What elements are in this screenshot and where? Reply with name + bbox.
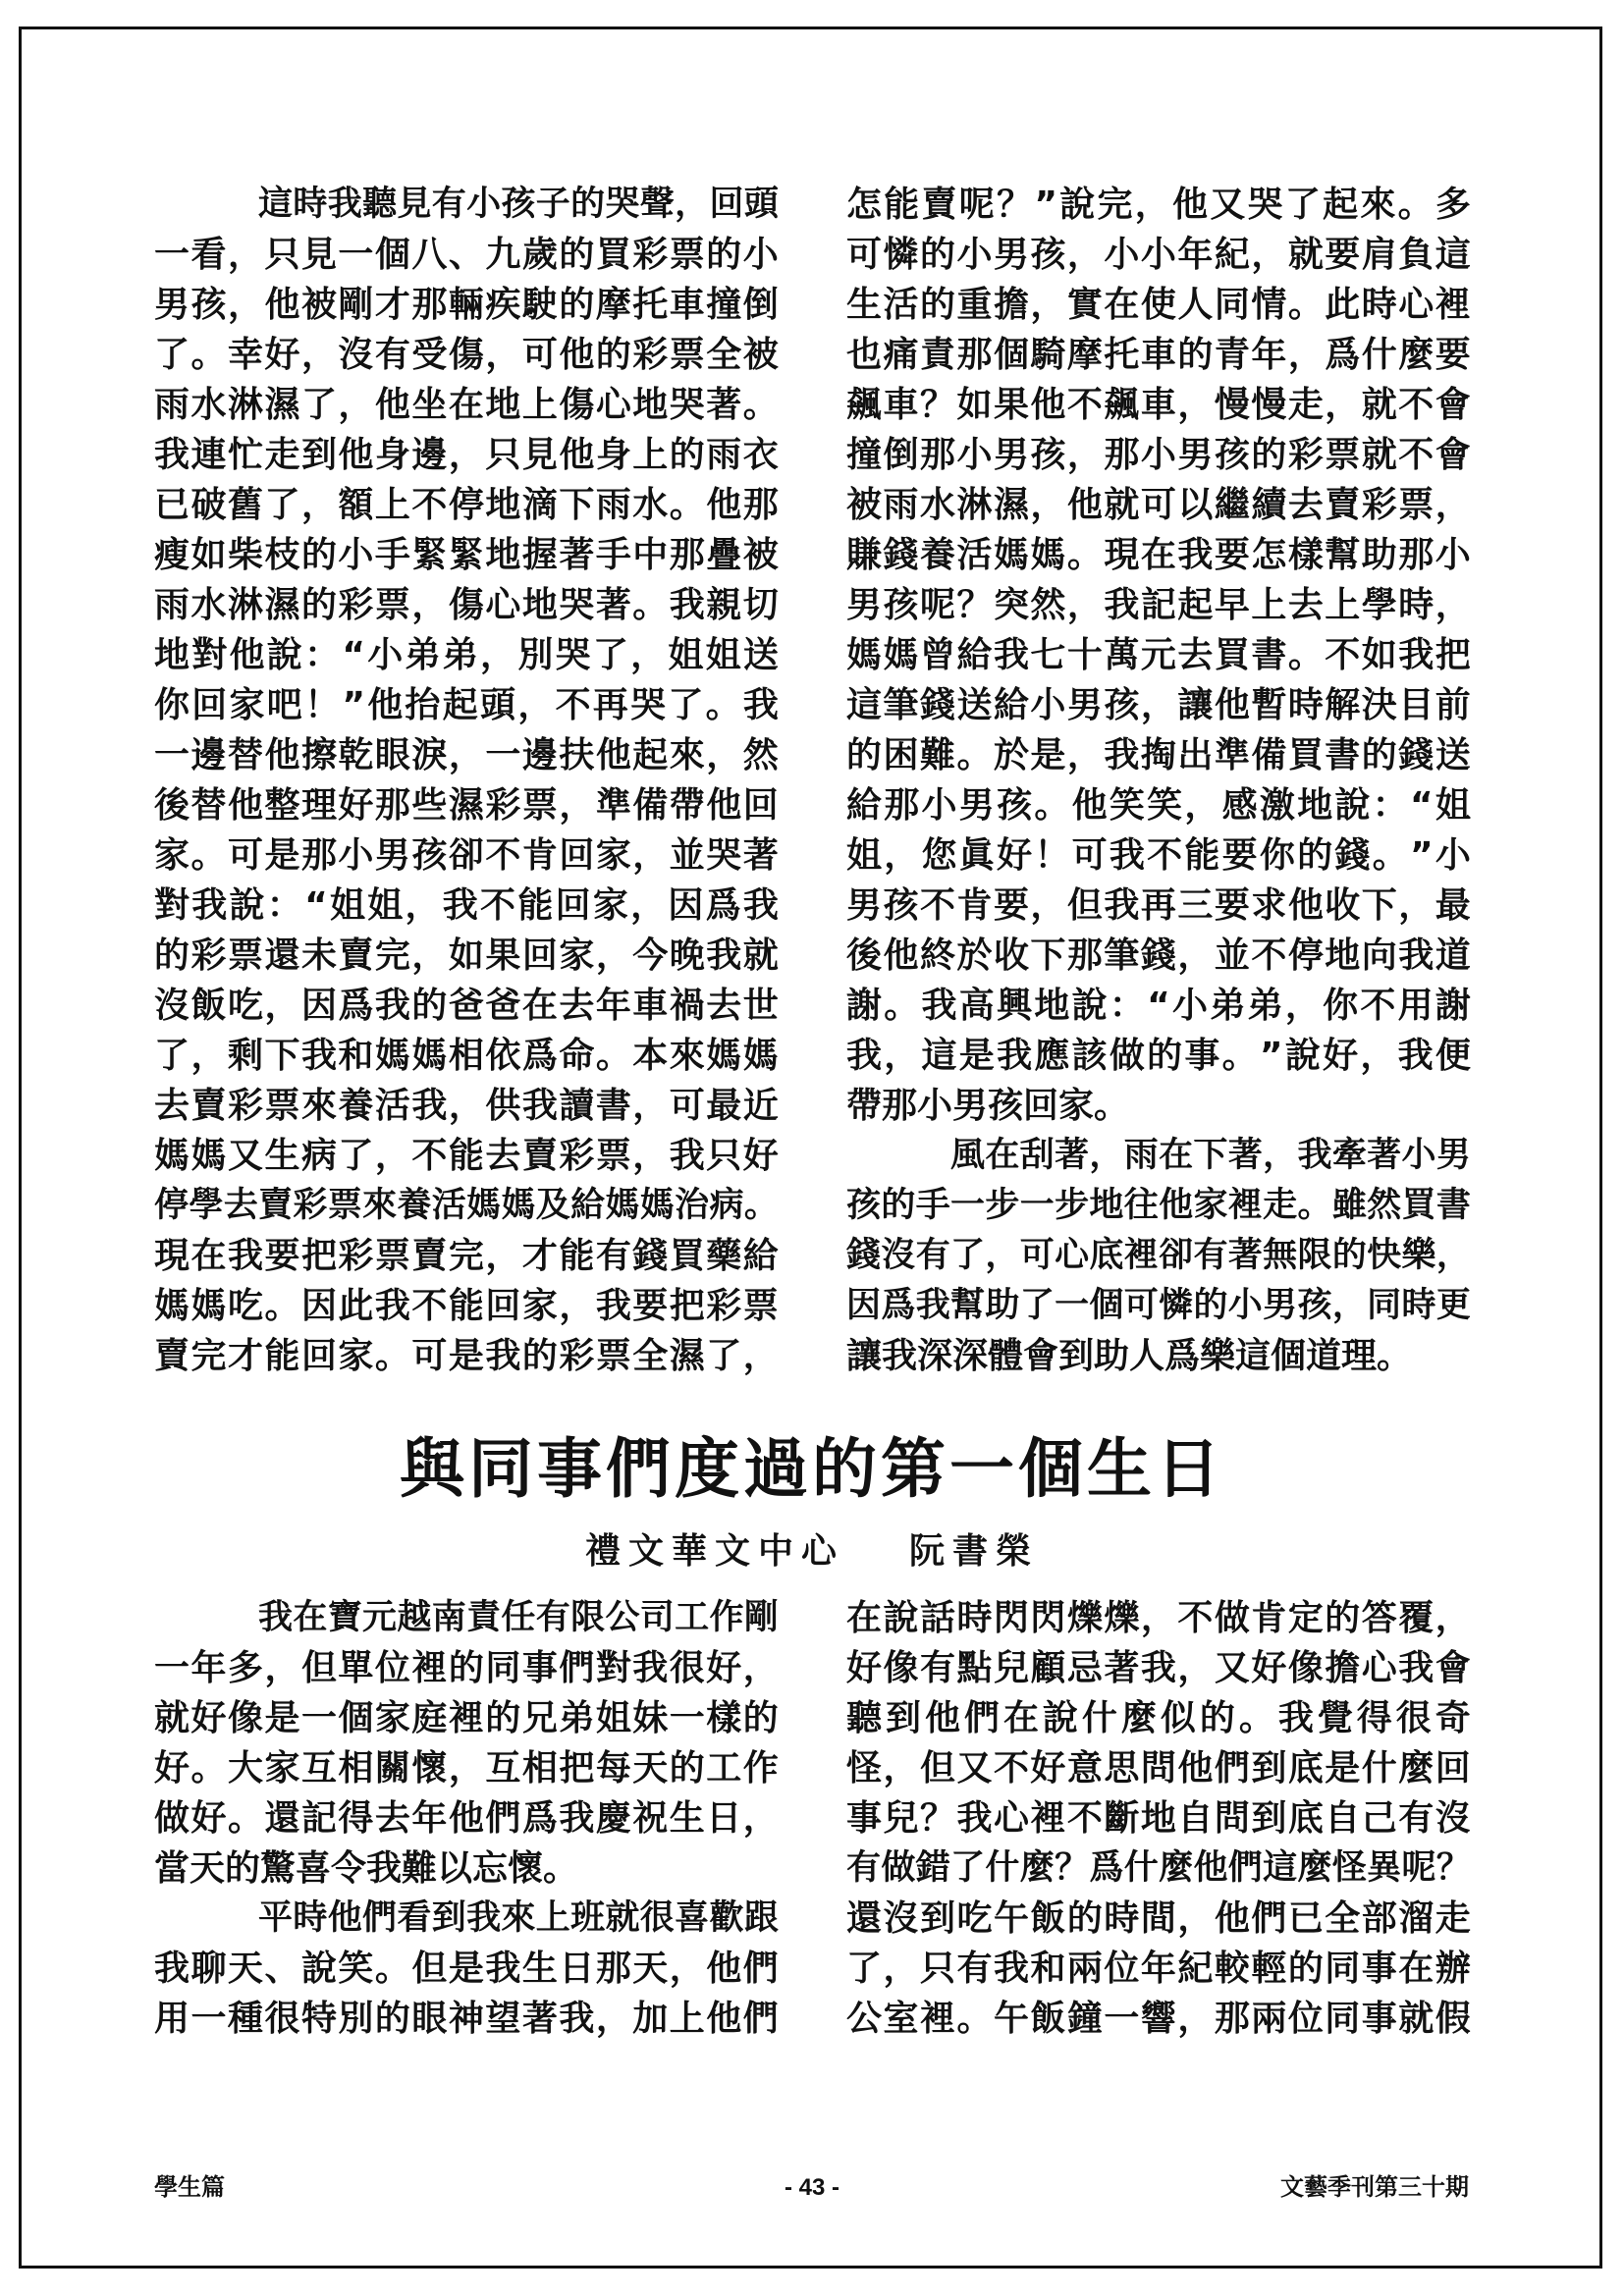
text-line: 怎 能 賣 呢 ？ ” 說 完 ， 他 又 哭 了 起 來 。 多 [846,185,1471,225]
text-line: 家 。 可 是 那 小 男 孩 卻 不 肯 回 家 ， 並 哭 著 [154,835,779,876]
text-line: 停 學 去 賣 彩 票 來 養 活 媽 媽 及 給 媽 媽 治 病 。 [154,1186,779,1225]
text-line: 好 像 有 點 兒 顧 忌 著 我 ， 又 好 像 擔 心 我 會 [846,1648,1471,1688]
text-line: 我 ， 這 是 我 應 該 做 的 事 。 ” 說 好 ， 我 便 [846,1036,1471,1076]
text-line: 媽 媽 吃 。 因 此 我 不 能 回 家 ， 我 要 把 彩 票 [154,1286,779,1326]
text-line: 有 做 錯 了 什 麼 ？ 爲 什 麼 他 們 這 麼 怪 異 呢 ？ [846,1848,1471,1888]
text-line: 男 孩 ， 他 被 剛 才 那 輛 疾 駛 的 摩 托 車 撞 倒 [154,285,779,325]
text-line: 孩 的 手 一 步 一 步 地 往 他 家 裡 走 。 雖 然 買 書 [846,1186,1471,1225]
text-line: 姐 ， 您 眞 好 ！ 可 我 不 能 要 你 的 錢 。 ” 小 [846,835,1471,876]
text-line: 就 好 像 是 一 個 家 庭 裡 的 兄 弟 姐 妹 一 樣 的 [154,1698,779,1738]
text-line: 這 時 我 聽 見 有 小 孩 子 的 哭 聲 ， 回 頭 [258,185,779,224]
text-line: 事 兒 ？ 我 心 裡 不 斷 地 自 問 到 底 自 己 有 沒 [846,1798,1471,1839]
text-line: 已 破 舊 了 ， 額 上 不 停 地 滴 下 雨 水 。 他 那 [154,485,779,525]
text-line: 平 時 他 們 看 到 我 來 上 班 就 很 喜 歡 跟 [258,1898,779,1938]
text-line: 後 替 他 整 理 好 那 些 濕 彩 票 ， 準 備 帶 他 回 [154,785,779,826]
text-line: 媽 媽 又 生 病 了 ， 不 能 去 賣 彩 票 ， 我 只 好 [154,1136,779,1176]
text-line: 雨 水 淋 濕 了 ， 他 坐 在 地 上 傷 心 地 哭 著 。 [154,385,779,425]
text-line: 被 雨 水 淋 濕 ， 他 就 可 以 繼 續 去 賣 彩 票 ， [846,485,1471,525]
text-line: 給 那 小 男 孩 。 他 笑 笑 ， 感 激 地 說 ： “ 姐 [846,785,1471,826]
text-line: 了 。 幸 好 ， 沒 有 受 傷 ， 可 他 的 彩 票 全 被 [154,335,779,375]
text-line: 的 彩 票 還 未 賣 完 ， 如 果 回 家 ， 今 晚 我 就 [154,935,779,976]
text-line: 好 。 大 家 互 相 關 懷 ， 互 相 把 每 天 的 工 作 [154,1748,779,1789]
text-line: 賺 錢 養 活 媽 媽 。 現 在 我 要 怎 樣 幫 助 那 小 [846,535,1471,575]
text-line: 謝 。 我 高 興 地 說 ： “ 小 弟 弟 ， 你 不 用 謝 [846,986,1471,1026]
text-line: 生 活 的 重 擔 ， 實 在 使 人 同 情 。 此 時 心 裡 [846,285,1471,325]
story2-left-column [154,1593,779,2044]
article-title: 與同事們度過的第一個生日 [400,1430,1224,1507]
text-line: 用 一 種 很 特 別 的 眼 神 望 著 我 ， 加 上 他 們 [154,1999,779,2039]
story2-right-column [846,1593,1471,2044]
text-line: 撞 倒 那 小 男 孩 ， 那 小 男 孩 的 彩 票 就 不 會 [846,435,1471,475]
text-line: 因 爲 我 幫 助 了 一 個 可 憐 的 小 男 孩 ， 同 時 更 [846,1286,1471,1325]
byline [0,1522,1624,1580]
text-line: 地 對 他 說 ： “ 小 弟 弟 ， 別 哭 了 ， 姐 姐 送 [154,635,779,675]
page-number: - 43 - [784,2174,839,2201]
text-line: 怪 ， 但 又 不 好 意 思 問 他 們 到 底 是 什 麼 回 [846,1748,1471,1789]
text-line: 男 孩 呢 ？ 突 然 ， 我 記 起 早 上 去 上 學 時 ， [846,585,1471,625]
text-line: 媽 媽 曾 給 我 七 十 萬 元 去 買 書 。 不 如 我 把 [846,635,1471,675]
text-line: 帶那小男孩回家。 [846,1086,1130,1126]
byline-author: 阮書榮 [909,1530,1040,1572]
text-line: 一 看 ， 只 見 一 個 八 、 九 歲 的 買 彩 票 的 小 [154,235,779,275]
text-line: 沒 飯 吃 ， 因 爲 我 的 爸 爸 在 去 年 車 禍 去 世 [154,986,779,1026]
text-line: 去 賣 彩 票 來 養 活 我 ， 供 我 讀 書 ， 可 最 近 [154,1086,779,1126]
text-line: 一 邊 替 他 擦 乾 眼 淚 ， 一 邊 扶 他 起 來 ， 然 [154,735,779,775]
footer-section: 學生篇 [154,2174,225,2201]
text-line: 做 好 。 還 記 得 去 年 他 們 爲 我 慶 祝 生 日 ， [154,1798,779,1839]
text-line: 了 ， 只 有 我 和 兩 位 年 紀 較 輕 的 同 事 在 辦 [846,1949,1471,1989]
text-line: 對 我 說 ： “ 姐 姐 ， 我 不 能 回 家 ， 因 爲 我 [154,885,779,926]
text-line: 錢 沒 有 了 ， 可 心 底 裡 卻 有 著 無 限 的 快 樂 ， [846,1236,1471,1275]
byline-organization: 禮文華文中心 [584,1530,844,1572]
text-line: 讓我深深體會到助人爲樂這個道理。 [846,1336,1413,1376]
text-line: 了 ， 剩 下 我 和 媽 媽 相 依 爲 命 。 本 來 媽 媽 [154,1036,779,1076]
text-line: 風 在 刮 著 ， 雨 在 下 著 ， 我 牽 著 小 男 [950,1136,1471,1175]
text-line: 可 憐 的 小 男 孩 ， 小 小 年 紀 ， 就 要 肩 負 這 [846,235,1471,275]
text-line: 我 聊 天 、 說 笑 。 但 是 我 生 日 那 天 ， 他 們 [154,1949,779,1989]
text-line: 當天的驚喜令我難以忘懷。 [154,1848,579,1889]
text-line: 我 連 忙 走 到 他 身 邊 ， 只 見 他 身 上 的 雨 衣 [154,435,779,475]
text-line: 你 回 家 吧 ！ ” 他 抬 起 頭 ， 不 再 哭 了 。 我 [154,685,779,725]
text-line: 也 痛 責 那 個 騎 摩 托 車 的 青 年 ， 爲 什 麼 要 [846,335,1471,375]
text-line: 我 在 寶 元 越 南 責 任 有 限 公 司 工 作 剛 [258,1598,779,1637]
text-line: 這 筆 錢 送 給 小 男 孩 ， 讓 他 暫 時 解 決 目 前 [846,685,1471,725]
story1-right-column [846,180,1471,1381]
text-line: 後 他 終 於 收 下 那 筆 錢 ， 並 不 停 地 向 我 道 [846,935,1471,976]
text-line: 雨 水 淋 濕 的 彩 票 ， 傷 心 地 哭 著 。 我 親 切 [154,585,779,625]
text-line: 男 孩 不 肯 要 ， 但 我 再 三 要 求 他 收 下 ， 最 [846,885,1471,926]
story1-left-column [154,180,779,1381]
text-line: 瘦 如 柴 枝 的 小 手 緊 緊 地 握 著 手 中 那 疊 被 [154,535,779,575]
text-line: 賣 完 才 能 回 家 。 可 是 我 的 彩 票 全 濕 了 ， [154,1336,779,1376]
text-line: 一 年 多 ， 但 單 位 裡 的 同 事 們 對 我 很 好 ， [154,1648,779,1688]
text-line: 飆 車 ？ 如 果 他 不 飆 車 ， 慢 慢 走 ， 就 不 會 [846,385,1471,425]
text-line: 在 說 話 時 閃 閃 爍 爍 ， 不 做 肯 定 的 答 覆 ， [846,1598,1471,1638]
text-line: 的 困 難 。 於 是 ， 我 掏 出 準 備 買 書 的 錢 送 [846,735,1471,775]
footer-publication: 文藝季刊第三十期 [1280,2174,1469,2201]
text-line: 現 在 我 要 把 彩 票 賣 完 ， 才 能 有 錢 買 藥 給 [154,1236,779,1276]
text-line: 公 室 裡 。 午 飯 鐘 一 響 ， 那 兩 位 同 事 就 假 [846,1999,1471,2039]
text-line: 還 沒 到 吃 午 飯 的 時 間 ， 他 們 已 全 部 溜 走 [846,1898,1471,1939]
text-line: 聽 到 他 們 在 說 什 麼 似 的 。 我 覺 得 很 奇 [846,1698,1471,1738]
